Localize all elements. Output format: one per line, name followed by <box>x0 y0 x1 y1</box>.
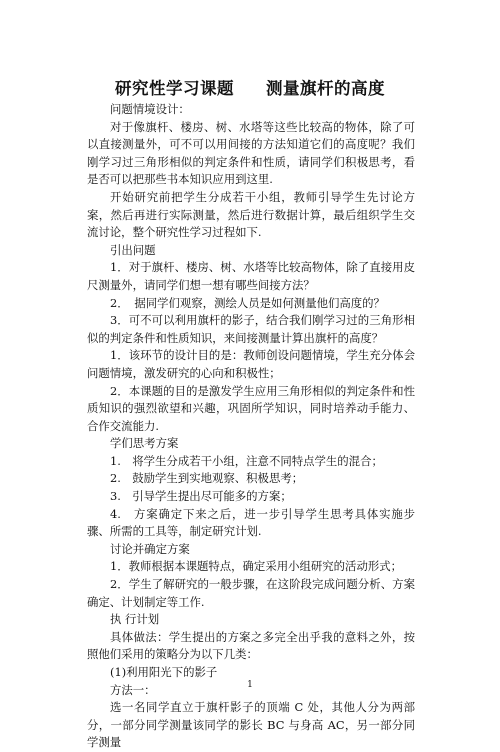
section-heading: 讨论并确定方案 <box>110 541 190 556</box>
section-heading: 引出问题 <box>110 242 156 257</box>
title-left: 研究性学习课题 <box>115 79 234 98</box>
paragraph: 对于像旗杆、楼房、树、水塔等这些比较高的物体，除了可以直接测量外，可不可以用间接的方法知道它们的高度呢？我们刚学习过三角形相似的判定条件和性质，请同学们积极思考，看是否可以把那些书本知识应用到这里. <box>87 119 415 187</box>
paragraph: 4. 方案确定下来之后，进一步引导学生思考具体实施步骤、所需的工具等，制定研究计划. <box>87 506 415 539</box>
section-heading: 执 行计划 <box>110 612 160 627</box>
paragraph: 1．对于旗杆、楼房、树、水塔等比较高物体，除了直接用皮尺测量外，请同学们想一想有哪些间接方法？ <box>87 260 415 292</box>
paragraph: 3. 引导学生提出尽可能多的方案； <box>110 489 292 504</box>
paragraph: 开始研究前把学生分成若干小组，教师引导学生先讨论方案，然后再进行实际测量，然后进行数据计算，最后组织学生交流讨论，整个研究性学习过程如下. <box>87 189 415 240</box>
paragraph: 选一名同学直立于旗杆影子的顶端 C 处，其他人分为两部分，一部分同学测量该同学的影长 BC 与身高 AC，另一部分同学测量 <box>87 700 415 750</box>
paragraph: 方法一： <box>110 682 156 697</box>
page-number: 1 <box>247 680 253 690</box>
paragraph: 问题情境设计： <box>110 102 190 116</box>
document-body <box>87 101 415 752</box>
page-title <box>0 75 500 99</box>
title-right: 测量旗杆的高度 <box>266 79 385 98</box>
section-heading: 学们思考方案 <box>110 436 179 451</box>
paragraph: 1．该环节的设计目的是：教师创设问题情境，学生充分体会问题情境，激发研究的心向和积极性； <box>87 348 415 380</box>
paragraph: 1．教师根据本课题特点，确定采用小组研究的活动形式； <box>110 559 403 574</box>
paragraph: 2．学生了解研究的一般步骤，在这阶段完成问题分析、方案确定、计划制定等工作. <box>87 577 415 609</box>
paragraph: 1. 将学生分成若干小组，注意不同特点学生的混合； <box>110 453 383 468</box>
paragraph: 2． 据同学们观察，测绘人员是如何测量他们高度的？ <box>110 295 385 310</box>
paragraph: 2．本课题的目的是激发学生应用三角形相似的判定条件和性质知识的强烈欲望和兴趣，巩固所学知识，同时培养动手能力、合作交流能力. <box>87 383 415 433</box>
paragraph: 3．可不可以利用旗杆的影子，结合我们刚学习过的三角形相似的判定条件和性质知识，来间接测量计算出旗杆的高度？ <box>87 313 415 345</box>
paragraph: (1)利用阳光下的影子 <box>110 665 218 679</box>
paragraph: 具体做法：学生提出的方案之多完全出乎我的意料之外，按照他们采用的策略分为以下几类： <box>87 629 415 662</box>
paragraph: 2. 鼓励学生到实地观察、积极思考； <box>110 471 304 486</box>
